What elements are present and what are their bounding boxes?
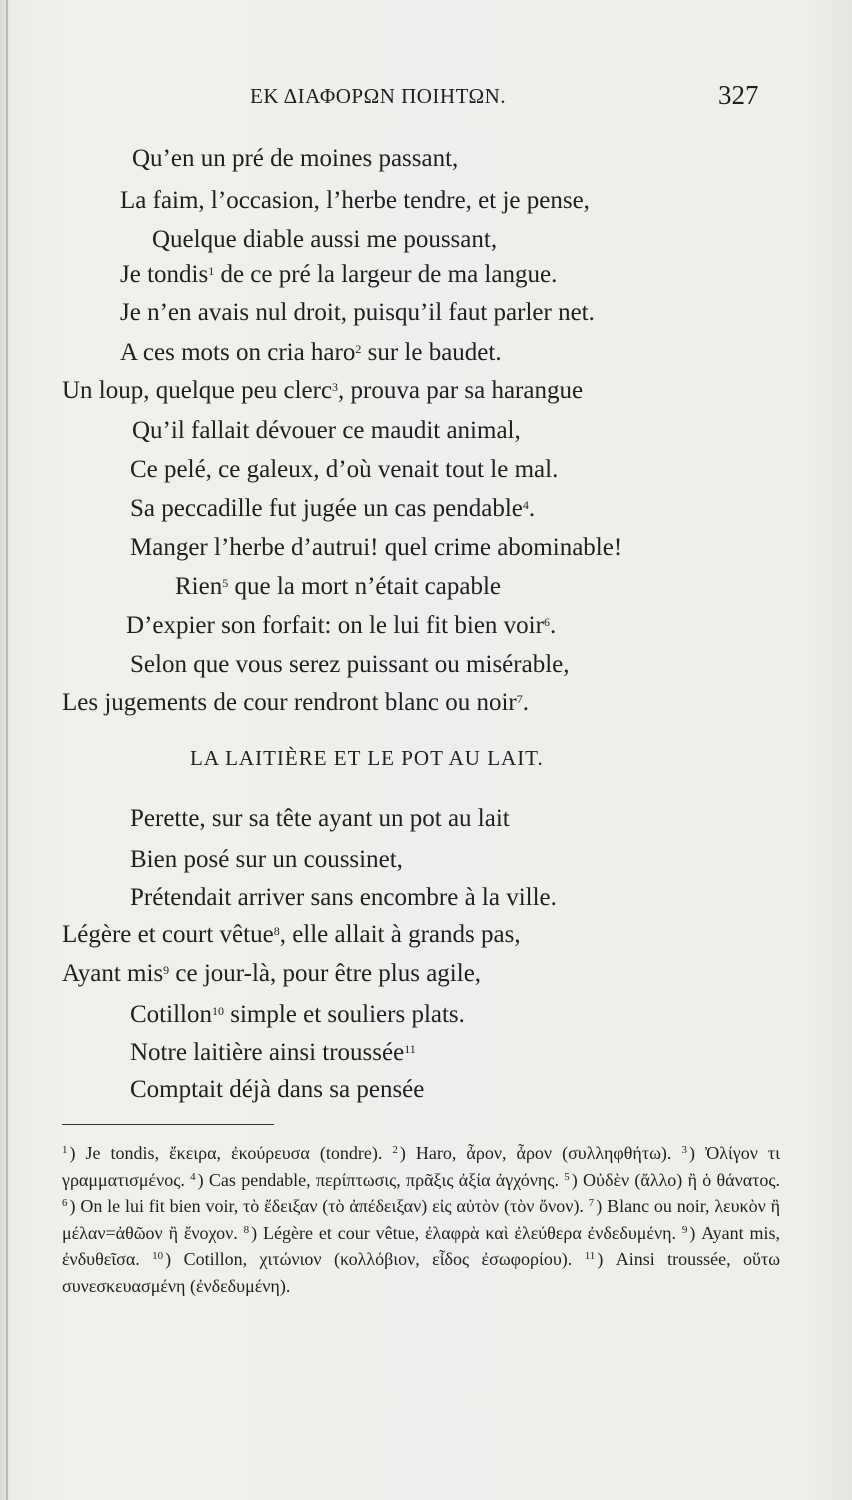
running-head (0, 80, 852, 114)
footnote-marker: 10 (211, 1004, 224, 1018)
footnote-paren: ) (69, 1143, 86, 1163)
verse-text: Légère et court vêtue (62, 921, 274, 948)
verse-line (130, 494, 535, 524)
footnote-marker: 3 (332, 380, 339, 394)
footnote-marker: 9 (163, 963, 170, 977)
verse-text-tail: , elle allait à grands pas, (279, 921, 521, 948)
verse-line (132, 144, 458, 174)
verse-line (130, 650, 570, 680)
verse-line (62, 959, 481, 989)
section-title: LA LAITIÈRE ET LE POT AU LAIT. (190, 746, 544, 770)
footnote-number: 5 (564, 1170, 570, 1183)
footnote-paren: ) (251, 1222, 264, 1243)
verse-text: Selon que vous serez puissant ou misérable, (130, 651, 570, 678)
verse-line (132, 416, 521, 446)
verse-text-tail: simple et souliers plats. (223, 1001, 465, 1028)
binding-gutter (6, 0, 8, 1500)
verse-text: Qu’il fallait dévouer ce maudit animal, (132, 417, 521, 444)
verse-line (62, 376, 583, 406)
verse-text-tail: , prouva par sa harangue (338, 377, 584, 404)
footnote-marker: 4 (522, 498, 529, 512)
verse-line (120, 298, 595, 328)
verse-text: Bien posé sur un coussinet, (130, 846, 403, 873)
verse-text: Cotillon (130, 1001, 212, 1028)
footnote-number: 7 (588, 1197, 595, 1210)
verse-line (62, 920, 521, 950)
footnote-number: 9 (681, 1223, 688, 1236)
footnote-paren: ) (165, 1249, 184, 1270)
page-number: 327 (718, 80, 759, 110)
verse-text: Manger l’herbe d’autrui! quel crime abominable! (130, 534, 623, 561)
verse-text-tail: . (549, 612, 557, 639)
footnote-text: Ainsi troussée, οὕτω συνεσκευασμένη (ἐνδεδυμένη). (62, 1249, 781, 1296)
footnote-paren: ) (688, 1143, 705, 1163)
verse-text: Ayant mis (62, 960, 164, 987)
footnote-marker: 11 (404, 1042, 416, 1056)
footnote-number: 11 (584, 1250, 596, 1263)
verse-text-tail: ce jour-là, pour être plus agile, (169, 960, 482, 987)
footnote-number: 8 (243, 1223, 250, 1236)
verse-text-tail: que la mort n’était capable (228, 573, 502, 600)
footnote-text: Haro, ἆρον, ἆρον (συλληφθήτω). (415, 1143, 672, 1163)
footnote-marker: 6 (543, 615, 550, 629)
footnote (152, 1249, 572, 1269)
verse-text: Perette, sur sa tête ayant un pot au lait (130, 805, 510, 832)
verse-text: Rien (175, 573, 223, 600)
footnote-text: Οὐδὲν (ἄλλο) ἢ ὁ θάνατος. (583, 1169, 781, 1190)
verse-text: Ce pelé, ce galeux, d’où venait tout le mal. (130, 456, 559, 483)
running-title: ΕΚ ΔΙΑΦΟΡΩΝ ΠΟΙΗΤΩΝ. (250, 84, 507, 108)
verse-text: La faim, l’occasion, l’herbe tendre, et je pense, (120, 187, 590, 214)
footnote-text: Légère et cour vêtue, ἐλαφρὰ καὶ ἐλεύθερα ἐνδεδυμένη. (263, 1222, 677, 1243)
verse-line (175, 572, 501, 602)
footnote-paren: ) (571, 1169, 584, 1190)
footnote-text: Ὀλίγον τι γραμματισμένος. (62, 1143, 781, 1190)
verse-line (130, 533, 622, 563)
footnote-paren: ) (69, 1196, 81, 1217)
verse-text: D’expier son forfait: on le lui fit bien voir (126, 612, 544, 639)
footnote-text: Blanc ou noir, λευκὸν ἢ μέλαν=ἀθῶον ἢ ἔνοχον. (62, 1196, 780, 1243)
footnote-paren: ) (399, 1143, 416, 1163)
footnote (62, 1143, 382, 1163)
footnote-paren: ) (197, 1169, 209, 1190)
verse-text-tail: . (522, 689, 529, 716)
footnote (190, 1170, 559, 1190)
footnote-text: Je tondis, ἔκειρα, ἐκούρευσα (tondre). (85, 1143, 383, 1163)
verse-line (62, 688, 529, 718)
footnote (62, 1196, 584, 1216)
verse-text: Je tondis (120, 261, 209, 288)
footnotes (62, 1140, 780, 1300)
verse-text: Je n’en avais nul droit, puisqu’il faut parler net. (120, 299, 595, 326)
footnote-text: Cotillon, χιτώνιον (κολλόβιον, εἶδος ἐσωφορίου). (183, 1249, 573, 1270)
footnote-paren: ) (596, 1196, 608, 1217)
verse-text: Quelque diable aussi me poussant, (152, 226, 498, 253)
verse-text: Notre laitière ainsi troussée (130, 1039, 405, 1066)
verse-line (130, 845, 403, 875)
footnote-text: On le lui fit bien voir, τὸ ἔδειξαν (τὸ ἀπέδειξαν) εἰς αὐτὸν (τὸν ὄνον). (80, 1196, 584, 1217)
verse-text: Sa peccadille fut jugée un cas pendable (130, 495, 523, 522)
footnote-text: Ayant mis, ἐνδυθεῖσα. (62, 1222, 780, 1270)
footnote-marker: 7 (516, 692, 523, 706)
verse-line (120, 338, 502, 368)
footnote-number: 2 (392, 1144, 398, 1156)
verse-line (120, 260, 557, 290)
verse-text: A ces mots on cria haro (120, 339, 356, 366)
footnote-marker: 1 (208, 264, 215, 278)
verse-text-tail: de ce pré la largeur de ma langue. (214, 261, 558, 288)
footnote-text: Cas pendable, περίπτωσις, πρᾶξις ἀξία ἀγχόνης. (208, 1169, 559, 1190)
footnote-number: 3 (681, 1144, 687, 1156)
verse-line (152, 225, 497, 255)
verse-line (126, 611, 556, 641)
verse-line (130, 1000, 465, 1030)
footnote (564, 1170, 780, 1190)
verse-text: Prétendait arriver sans encombre à la ville. (130, 884, 557, 911)
verse-line (130, 804, 510, 834)
footnote-marker: 2 (355, 342, 362, 356)
footnote-marker: 5 (222, 576, 229, 590)
verse-text-tail: . (528, 495, 536, 522)
footnote-number: 4 (190, 1170, 196, 1183)
footnote-number: 6 (62, 1197, 68, 1210)
verse-line (130, 455, 558, 485)
verse-text-tail: sur le baudet. (361, 339, 502, 366)
footnote-marker: 8 (273, 924, 280, 938)
verse-text: Un loup, quelque peu clerc (62, 377, 333, 404)
verse-line (130, 1075, 424, 1105)
verse-line (120, 186, 590, 216)
footnote-paren: ) (597, 1249, 616, 1270)
footnote-number: 1 (62, 1144, 68, 1156)
footnote-number: 10 (152, 1250, 164, 1263)
verse-text: Les jugements de cour rendront blanc ou noir (62, 689, 517, 716)
footnote-rule (62, 1124, 274, 1125)
verse-line (130, 883, 557, 913)
verse-text: Qu’en un pré de moines passant, (132, 145, 459, 172)
verse-text: Comptait déjà dans sa pensée (130, 1076, 425, 1103)
footnote (244, 1223, 676, 1243)
verse-line (130, 1038, 416, 1068)
footnote-paren: ) (689, 1222, 702, 1243)
footnote (392, 1143, 671, 1163)
